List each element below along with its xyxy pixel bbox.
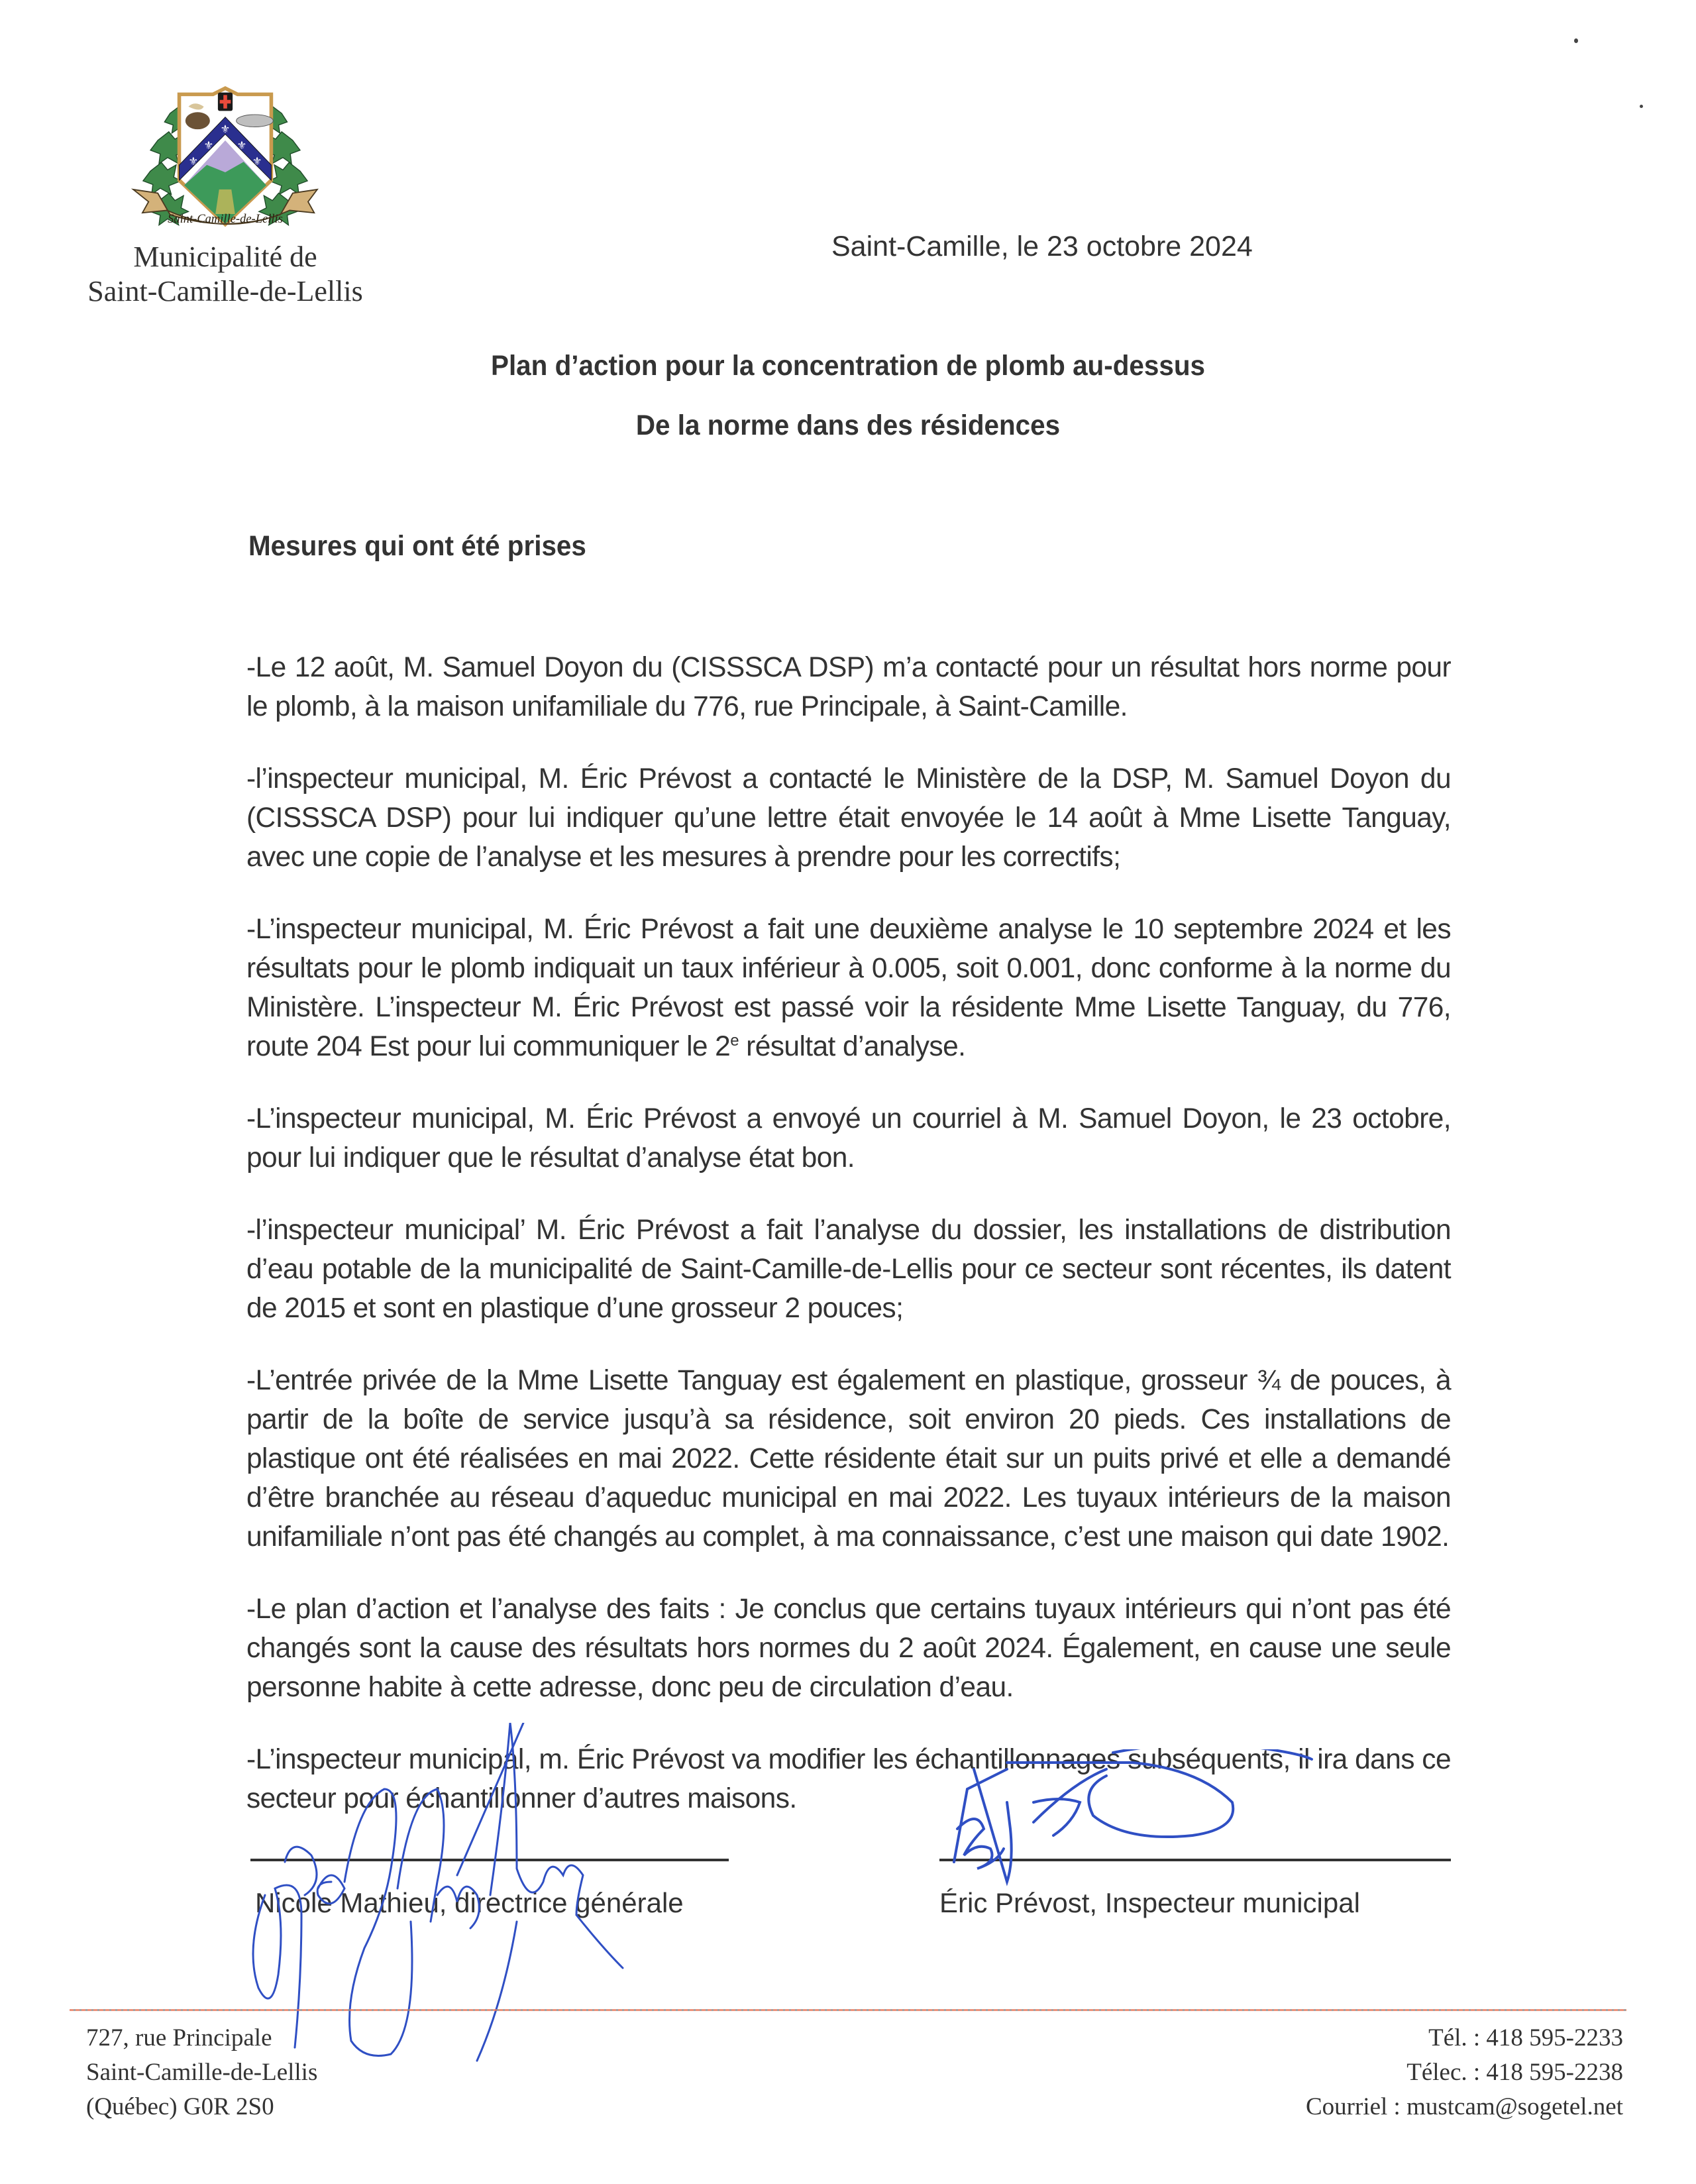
footer-telephone: Tél. : 418 595-2233	[1428, 2024, 1623, 2051]
signature-line-left	[250, 1859, 729, 1861]
footer-email[interactable]: Courriel : mustcam@sogetel.net	[1306, 2093, 1623, 2120]
signatory-caption-left: Nicole Mathieu, directrice générale	[255, 1887, 684, 1918]
svg-text:⚜: ⚜	[237, 138, 247, 152]
section-heading: Mesures qui ont été prises	[248, 530, 586, 562]
paragraph-3	[246, 910, 1451, 1066]
svg-text:⚜: ⚜	[220, 123, 231, 136]
svg-text:⚜: ⚜	[252, 154, 262, 168]
footer-fax: Télec. : 418 595-2238	[1406, 2059, 1623, 2086]
footer-divider	[70, 2009, 1626, 2011]
paragraph-6: -L’entrée privée de la Mme Lisette Tanguay est également en plastique, grosseur ¾ de pouces, à partir de la boîte de service jusqu’à sa résidence, soit environ 20 pieds. Ces installations de plastique ont été réalisées en mai 2022. Cette résidente était sur un puits privé et elle a demandé d’être branchée au réseau d’aqueduc municipal en mai 2022. Les tuyaux intérieurs de la maison unifamiliale n’ont pas été changés au complet, à ma connaissance, c’est une maison qui date 1902.	[246, 1365, 1451, 1553]
moose-icon	[186, 112, 210, 129]
paragraph-2: -l’inspecteur municipal, M. Éric Prévost a contacté le Ministère de la DSP, M. Samuel Doyon du (CISSSCA DSP) pour lui indiquer qu’une lettre était envoyée le 14 août à Mme Lisette Tanguay, avec une copie de l’analyse et les mesures à prendre pour les correctifs;	[246, 763, 1451, 873]
municipality-line-2: Saint-Camille-de-Lellis	[87, 275, 363, 307]
footer-address-line-2: Saint-Camille-de-Lellis	[86, 2059, 318, 2086]
scan-speck	[1640, 105, 1643, 108]
paragraph-3-text: -L’inspecteur municipal, M. Éric Prévost a fait une deuxième analyse le 10 septembre 2024 et les résultats pour le plomb indiquait un taux inférieur à 0.005, soit 0.001, donc conforme à la norme du Ministère. L’inspecteur M. Éric Prévost est passé voir la résidente Mme Lisette Tanguay, du 776, route 204 Est pour lui communiquer le 2	[246, 914, 1451, 1062]
svg-text:⚜: ⚜	[203, 138, 214, 152]
paragraph-7: -Le plan d’action et l’analyse des faits : Je conclus que certains tuyaux intérieurs qui n’ont pas été changés sont la cause des résultats hors normes du 2 août 2024. Également, en cause une seule personne habite à cette adresse, donc peu de circulation d’eau.	[246, 1594, 1451, 1703]
paragraph-4: -L’inspecteur municipal, M. Éric Prévost a envoyé un courriel à M. Samuel Doyon, le 23 octobre, pour lui indiquer que le résultat d’analyse état bon.	[246, 1103, 1451, 1174]
scan-speck	[1574, 38, 1578, 43]
footer-address-line-3: (Québec) G0R 2S0	[86, 2093, 274, 2120]
footer-address	[86, 2021, 317, 2124]
letter-body	[246, 648, 1451, 1818]
svg-text:⚜: ⚜	[188, 154, 199, 168]
footer-contact	[1306, 2021, 1623, 2124]
superscript-e: e	[730, 1031, 739, 1050]
paragraph-1: -Le 12 août, M. Samuel Doyon du (CISSSCA DSP) m’a contacté pour un résultat hors norme pour le plomb, à la maison unifamiliale du 776, rue Principale, à Saint-Camille.	[246, 652, 1451, 722]
signature-line-right	[939, 1859, 1451, 1861]
ribbon-banner-text: Saint-Camille-de-Lellis	[168, 212, 283, 226]
date-line: Saint-Camille, le 23 octobre 2024	[831, 231, 1253, 262]
paragraph-3-tail: résultat d’analyse.	[738, 1031, 966, 1062]
footer-address-line-1: 727, rue Principale	[86, 2024, 272, 2051]
municipality-line-1: Municipalité de	[133, 241, 317, 273]
municipal-coat-of-arms-logo	[119, 73, 331, 239]
paragraph-5: -l’inspecteur municipal’ M. Éric Prévost a fait l’analyse du dossier, les installations de distribution d’eau potable de la municipalité de Saint-Camille-de-Lellis pour ce secteur sont récentes, ils datent de 2015 et sont en plastique d’une grosseur 2 pouces;	[246, 1215, 1451, 1324]
document-title-line-1: Plan d’action pour la concentration de plomb au-dessus	[490, 350, 1206, 382]
municipality-name	[73, 240, 378, 309]
fish-icon	[237, 115, 274, 127]
signatory-caption-right: Éric Prévost, Inspecteur municipal	[939, 1887, 1360, 1918]
document-title-line-2: De la norme dans des résidences	[635, 410, 1061, 441]
paragraph-8: -L’inspecteur municipal, m. Éric Prévost va modifier les échantillonnages subséquents, il ira dans ce secteur pour échantillonner d’autres maisons.	[246, 1744, 1451, 1814]
